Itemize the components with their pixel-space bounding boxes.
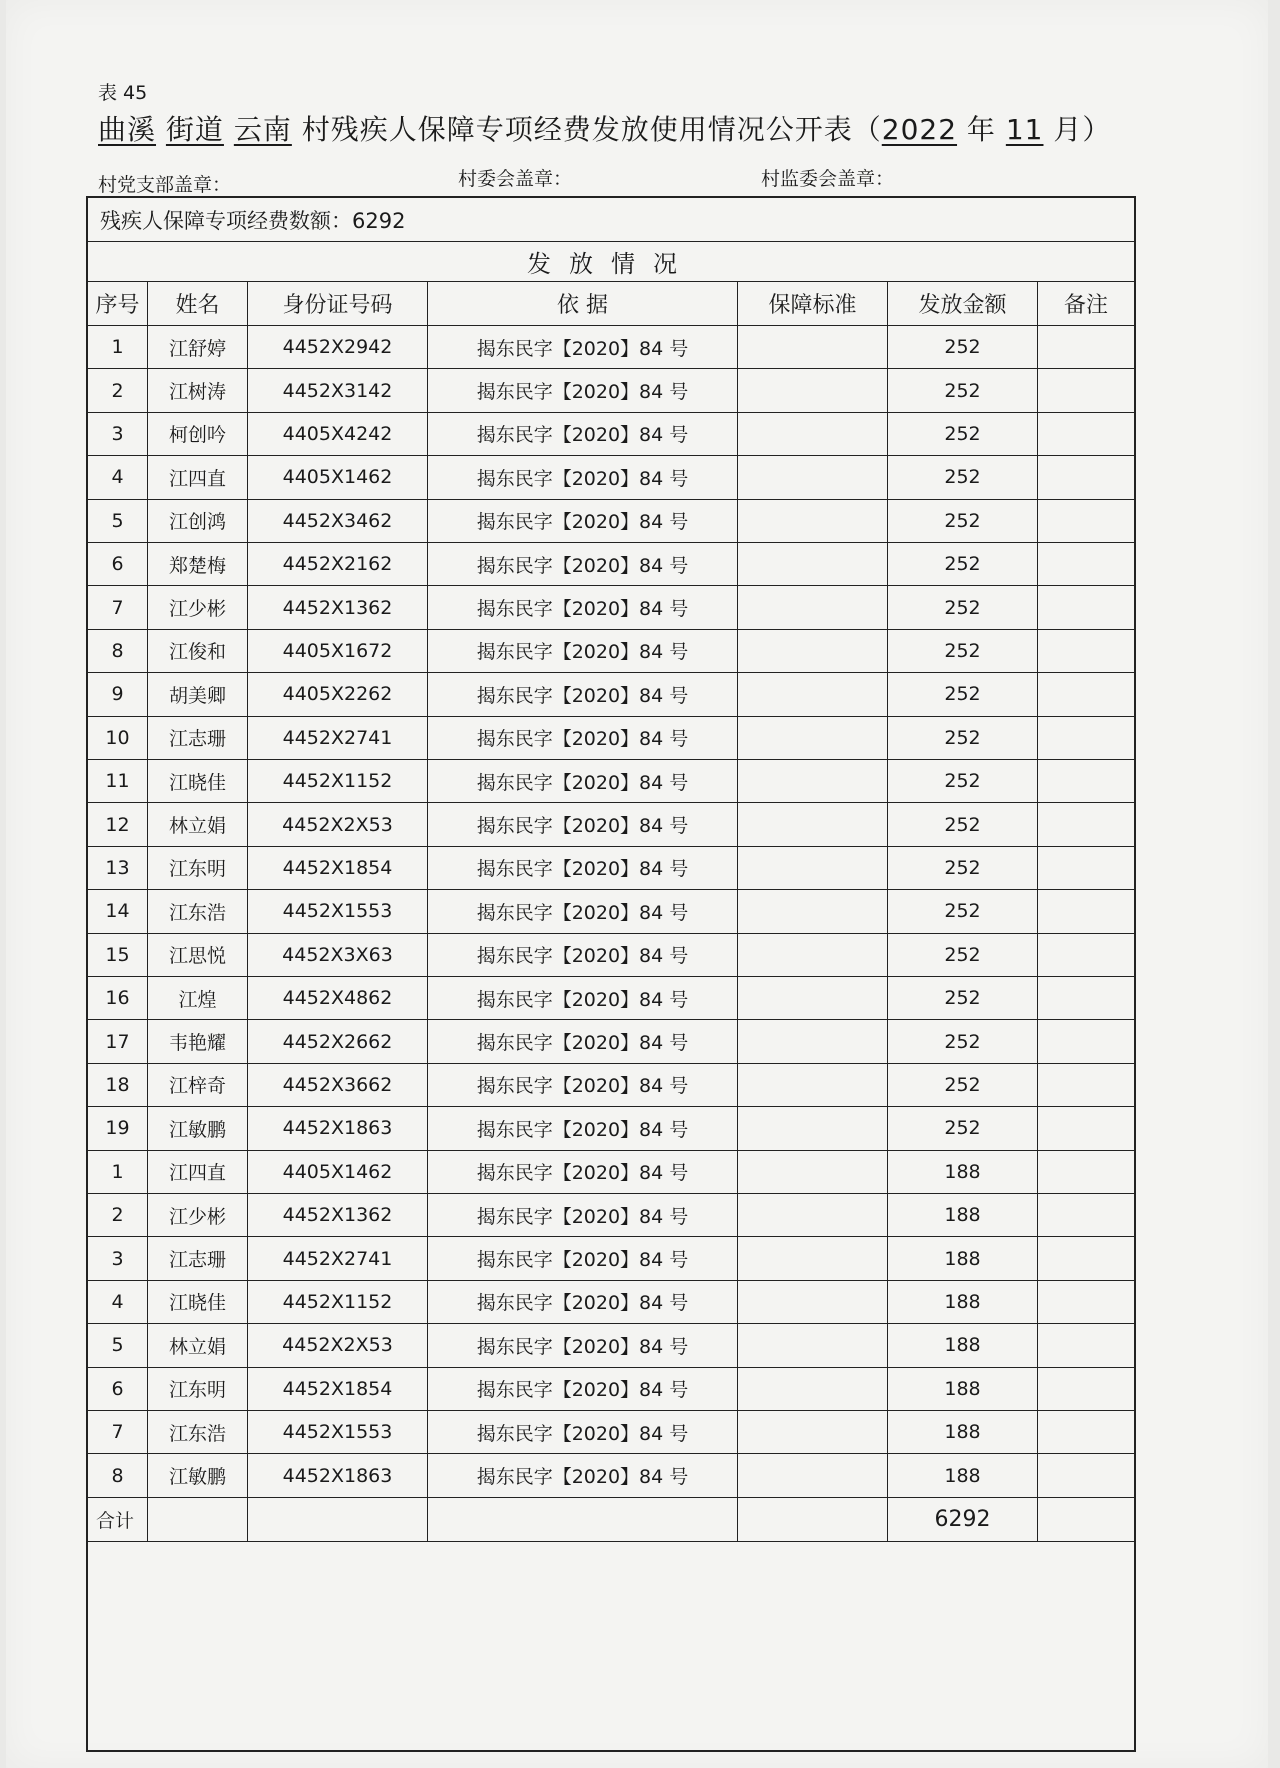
row-name: 柯创吟: [148, 413, 248, 455]
total-empty-cell: [148, 1498, 248, 1541]
row-name: 江梓奇: [148, 1064, 248, 1106]
table-row: [88, 543, 1134, 586]
row-amount: 252: [888, 1020, 1038, 1062]
row-standard: [738, 673, 888, 715]
row-basis: 揭东民字【2020】84 号: [428, 890, 738, 932]
table-row: [88, 1020, 1134, 1063]
row-no: 14: [88, 890, 148, 932]
row-standard: [738, 803, 888, 845]
row-no: 7: [88, 1411, 148, 1453]
row-basis: 揭东民字【2020】84 号: [428, 847, 738, 889]
row-amount: 188: [888, 1237, 1038, 1279]
row-amount: 188: [888, 1368, 1038, 1410]
col-header-standard: 保障标准: [738, 282, 888, 325]
table-row: [88, 1194, 1134, 1237]
row-note: [1038, 890, 1134, 932]
row-id: 4452X1152: [248, 1281, 428, 1323]
row-no: 4: [88, 456, 148, 498]
row-note: [1038, 1237, 1134, 1279]
row-standard: [738, 586, 888, 628]
row-no: 1: [88, 326, 148, 368]
row-no: 6: [88, 1368, 148, 1410]
row-standard: [738, 717, 888, 759]
row-amount: 252: [888, 1064, 1038, 1106]
row-standard: [738, 1064, 888, 1106]
row-amount: 188: [888, 1281, 1038, 1323]
title-town: 曲溪: [98, 113, 157, 146]
table-row: [88, 1064, 1134, 1107]
row-name: 江志珊: [148, 717, 248, 759]
row-no: 8: [88, 1454, 148, 1496]
row-basis: 揭东民字【2020】84 号: [428, 1281, 738, 1323]
row-amount: 252: [888, 500, 1038, 542]
row-no: 13: [88, 847, 148, 889]
row-no: 5: [88, 500, 148, 542]
col-header-note: 备注: [1063, 293, 1108, 318]
row-no: 6: [88, 543, 148, 585]
title-sep: [156, 113, 166, 146]
budget-amount: 残疾人保障专项经费数额：6292: [100, 208, 406, 233]
row-no: 3: [88, 1237, 148, 1279]
row-note: [1038, 1107, 1134, 1149]
table-row: [88, 326, 1134, 369]
row-id: 4405X1462: [248, 456, 428, 498]
row-note: [1038, 717, 1134, 759]
row-basis: 揭东民字【2020】84 号: [428, 934, 738, 976]
row-basis: 揭东民字【2020】84 号: [428, 1194, 738, 1236]
row-name: 江志珊: [148, 1237, 248, 1279]
table-row: [88, 500, 1134, 543]
supervisory-committee-seal-label: 村监委会盖章：: [761, 168, 895, 190]
row-id: 4452X4862: [248, 977, 428, 1019]
row-basis: 揭东民字【2020】84 号: [428, 413, 738, 455]
row-no: 4: [88, 1281, 148, 1323]
row-standard: [738, 760, 888, 802]
row-amount: 252: [888, 413, 1038, 455]
table-row: [88, 1107, 1134, 1150]
row-id: 4452X1863: [248, 1454, 428, 1496]
row-id: 4452X2162: [248, 543, 428, 585]
row-note: [1038, 803, 1134, 845]
row-basis: 揭东民字【2020】84 号: [428, 673, 738, 715]
row-standard: [738, 369, 888, 411]
row-no: 9: [88, 673, 148, 715]
row-id: 4452X3142: [248, 369, 428, 411]
table-row: [88, 456, 1134, 499]
row-standard: [738, 630, 888, 672]
row-standard: [738, 934, 888, 976]
row-amount: 252: [888, 673, 1038, 715]
row-basis: 揭东民字【2020】84 号: [428, 543, 738, 585]
table-row: [88, 586, 1134, 629]
row-amount: 252: [888, 369, 1038, 411]
row-no: 19: [88, 1107, 148, 1149]
row-name: 江晓佳: [148, 1281, 248, 1323]
row-amount: 188: [888, 1194, 1038, 1236]
row-amount: 252: [888, 586, 1038, 628]
row-no: 1: [88, 1151, 148, 1193]
row-id: 4405X4242: [248, 413, 428, 455]
row-name: 江东浩: [148, 890, 248, 932]
row-note: [1038, 1151, 1134, 1193]
row-no: 10: [88, 717, 148, 759]
row-id: 4452X1553: [248, 890, 428, 932]
row-id: 4452X2741: [248, 1237, 428, 1279]
row-standard: [738, 1020, 888, 1062]
table-row: [88, 1324, 1134, 1367]
row-amount: 188: [888, 1454, 1038, 1496]
row-id: 4452X3662: [248, 1064, 428, 1106]
row-name: 江舒婷: [148, 326, 248, 368]
table-row: [88, 890, 1134, 933]
row-amount: 188: [888, 1151, 1038, 1193]
row-amount: 252: [888, 630, 1038, 672]
row-standard: [738, 1368, 888, 1410]
table-row: [88, 413, 1134, 456]
row-basis: 揭东民字【2020】84 号: [428, 630, 738, 672]
row-amount: 252: [888, 977, 1038, 1019]
row-standard: [738, 1151, 888, 1193]
row-basis: 揭东民字【2020】84 号: [428, 1151, 738, 1193]
row-name: 林立娟: [148, 1324, 248, 1366]
title-month-suffix: 月）: [1043, 113, 1112, 146]
row-name: 江煌: [148, 977, 248, 1019]
row-id: 4452X1854: [248, 1368, 428, 1410]
row-standard: [738, 1454, 888, 1496]
row-note: [1038, 413, 1134, 455]
row-no: 15: [88, 934, 148, 976]
row-standard: [738, 1107, 888, 1149]
document-paper: [6, 0, 1268, 1768]
row-amount: 252: [888, 847, 1038, 889]
row-amount: 252: [888, 717, 1038, 759]
table-row: [88, 717, 1134, 760]
row-no: 2: [88, 369, 148, 411]
table-row: [88, 934, 1134, 977]
row-amount: 252: [888, 326, 1038, 368]
table-row: [88, 760, 1134, 803]
row-name: 江四直: [148, 456, 248, 498]
row-id: 4452X3462: [248, 500, 428, 542]
row-note: [1038, 586, 1134, 628]
row-id: 4452X1362: [248, 586, 428, 628]
row-name: 林立娟: [148, 803, 248, 845]
row-basis: 揭东民字【2020】84 号: [428, 1454, 738, 1496]
row-name: 江东浩: [148, 1411, 248, 1453]
row-basis: 揭东民字【2020】84 号: [428, 977, 738, 1019]
row-no: 7: [88, 586, 148, 628]
row-id: 4452X1863: [248, 1107, 428, 1149]
table-row: [88, 369, 1134, 412]
row-id: 4452X1152: [248, 760, 428, 802]
row-basis: 揭东民字【2020】84 号: [428, 1324, 738, 1366]
row-name: 江东明: [148, 847, 248, 889]
row-no: 16: [88, 977, 148, 1019]
row-note: [1038, 1020, 1134, 1062]
row-note: [1038, 977, 1134, 1019]
table-row: [88, 847, 1134, 890]
row-note: [1038, 1281, 1134, 1323]
row-basis: 揭东民字【2020】84 号: [428, 1368, 738, 1410]
row-no: 2: [88, 1194, 148, 1236]
title-year-suffix: 年: [957, 113, 1006, 146]
row-id: 4405X1672: [248, 630, 428, 672]
row-note: [1038, 1454, 1134, 1496]
row-name: 江敏鹏: [148, 1454, 248, 1496]
row-id: 4452X2662: [248, 1020, 428, 1062]
row-standard: [738, 847, 888, 889]
row-no: 3: [88, 413, 148, 455]
row-basis: 揭东民字【2020】84 号: [428, 456, 738, 498]
total-empty-cell: [1038, 1498, 1134, 1541]
row-note: [1038, 1194, 1134, 1236]
row-basis: 揭东民字【2020】84 号: [428, 326, 738, 368]
row-name: 郑楚梅: [148, 543, 248, 585]
col-header-no: 序号: [88, 282, 148, 325]
row-note: [1038, 1411, 1134, 1453]
row-id: 4405X1462: [248, 1151, 428, 1193]
village-committee-seal-label: 村委会盖章：: [458, 168, 573, 190]
page-title: [98, 108, 1111, 148]
row-name: 江少彬: [148, 1194, 248, 1236]
row-note: [1038, 760, 1134, 802]
party-branch-seal-label: 村党支部盖章：: [98, 174, 232, 196]
row-note: [1038, 630, 1134, 672]
row-standard: [738, 890, 888, 932]
row-basis: 揭东民字【2020】84 号: [428, 760, 738, 802]
row-note: [1038, 673, 1134, 715]
row-name: 江创鸿: [148, 500, 248, 542]
row-standard: [738, 977, 888, 1019]
row-id: 4452X1362: [248, 1194, 428, 1236]
row-amount: 252: [888, 760, 1038, 802]
row-standard: [738, 543, 888, 585]
section-title: 发放情况: [527, 250, 695, 278]
disbursement-table: [86, 196, 1136, 1752]
total-empty-cell: [738, 1498, 888, 1541]
row-id: 4452X2X53: [248, 803, 428, 845]
row-name: 江四直: [148, 1151, 248, 1193]
row-standard: [738, 500, 888, 542]
row-id: 4452X2741: [248, 717, 428, 759]
row-basis: 揭东民字【2020】84 号: [428, 1064, 738, 1106]
row-amount: 252: [888, 543, 1038, 585]
row-amount: 188: [888, 1411, 1038, 1453]
row-note: [1038, 1368, 1134, 1410]
col-header-id: 身份证号码: [248, 282, 428, 325]
table-row: [88, 1368, 1134, 1411]
row-note: [1038, 500, 1134, 542]
row-no: 8: [88, 630, 148, 672]
row-id: 4452X2942: [248, 326, 428, 368]
table-row: [88, 977, 1134, 1020]
row-id: 4452X1553: [248, 1411, 428, 1453]
row-name: 江俊和: [148, 630, 248, 672]
row-standard: [738, 1237, 888, 1279]
table-row: [88, 803, 1134, 846]
row-name: 江敏鹏: [148, 1107, 248, 1149]
table-row: [88, 1237, 1134, 1280]
row-note: [1038, 847, 1134, 889]
row-note: [1038, 543, 1134, 585]
row-no: 18: [88, 1064, 148, 1106]
table-row: [88, 1454, 1134, 1497]
col-header-basis: 依 据: [428, 282, 738, 325]
total-row: [88, 1498, 1134, 1542]
table-row: [88, 673, 1134, 716]
row-name: 江少彬: [148, 586, 248, 628]
row-no: 11: [88, 760, 148, 802]
row-note: [1038, 456, 1134, 498]
row-standard: [738, 1324, 888, 1366]
row-amount: 188: [888, 1324, 1038, 1366]
title-sep: [224, 113, 234, 146]
row-basis: 揭东民字【2020】84 号: [428, 717, 738, 759]
row-basis: 揭东民字【2020】84 号: [428, 1237, 738, 1279]
row-no: 12: [88, 803, 148, 845]
row-amount: 252: [888, 934, 1038, 976]
row-standard: [738, 456, 888, 498]
table-row: [88, 1411, 1134, 1454]
row-note: [1038, 1064, 1134, 1106]
table-number: 表 45: [98, 82, 148, 104]
row-name: 胡美卿: [148, 673, 248, 715]
row-id: 4452X3X63: [248, 934, 428, 976]
total-empty-cell: [428, 1498, 738, 1541]
row-basis: 揭东民字【2020】84 号: [428, 369, 738, 411]
table-row: [88, 630, 1134, 673]
row-id: 4405X2262: [248, 673, 428, 715]
row-basis: 揭东民字【2020】84 号: [428, 1107, 738, 1149]
section-row: [88, 242, 1134, 282]
total-amount: 6292: [888, 1498, 1038, 1541]
row-standard: [738, 1281, 888, 1323]
budget-row: [88, 198, 1134, 242]
row-id: 4452X2X53: [248, 1324, 428, 1366]
row-standard: [738, 326, 888, 368]
row-name: 韦艳耀: [148, 1020, 248, 1062]
title-year: 2022: [881, 113, 958, 146]
total-label: 合计: [88, 1498, 148, 1541]
row-standard: [738, 413, 888, 455]
row-amount: 252: [888, 890, 1038, 932]
total-empty-cell: [248, 1498, 428, 1541]
row-amount: 252: [888, 456, 1038, 498]
row-id: 4452X1854: [248, 847, 428, 889]
title-village: 云南: [233, 113, 292, 146]
row-name: 江树涛: [148, 369, 248, 411]
row-basis: 揭东民字【2020】84 号: [428, 1411, 738, 1453]
row-standard: [738, 1194, 888, 1236]
table-row: [88, 1281, 1134, 1324]
row-note: [1038, 369, 1134, 411]
row-no: 5: [88, 1324, 148, 1366]
col-header-amount: 发放金额: [888, 282, 1038, 325]
row-no: 17: [88, 1020, 148, 1062]
row-name: 江东明: [148, 1368, 248, 1410]
row-amount: 252: [888, 1107, 1038, 1149]
row-note: [1038, 934, 1134, 976]
row-amount: 252: [888, 803, 1038, 845]
row-note: [1038, 1324, 1134, 1366]
title-subdistrict: 街道: [165, 113, 224, 146]
row-name: 江思悦: [148, 934, 248, 976]
table-header-row: [88, 282, 1134, 326]
title-month: 11: [1005, 113, 1044, 146]
row-basis: 揭东民字【2020】84 号: [428, 500, 738, 542]
table-row: [88, 1151, 1134, 1194]
row-basis: 揭东民字【2020】84 号: [428, 803, 738, 845]
row-name: 江晓佳: [148, 760, 248, 802]
row-basis: 揭东民字【2020】84 号: [428, 586, 738, 628]
col-header-name: 姓名: [148, 282, 248, 325]
row-basis: 揭东民字【2020】84 号: [428, 1020, 738, 1062]
row-note: [1038, 326, 1134, 368]
title-main: 村残疾人保障专项经费发放使用情况公开表（: [291, 113, 882, 146]
row-standard: [738, 1411, 888, 1453]
